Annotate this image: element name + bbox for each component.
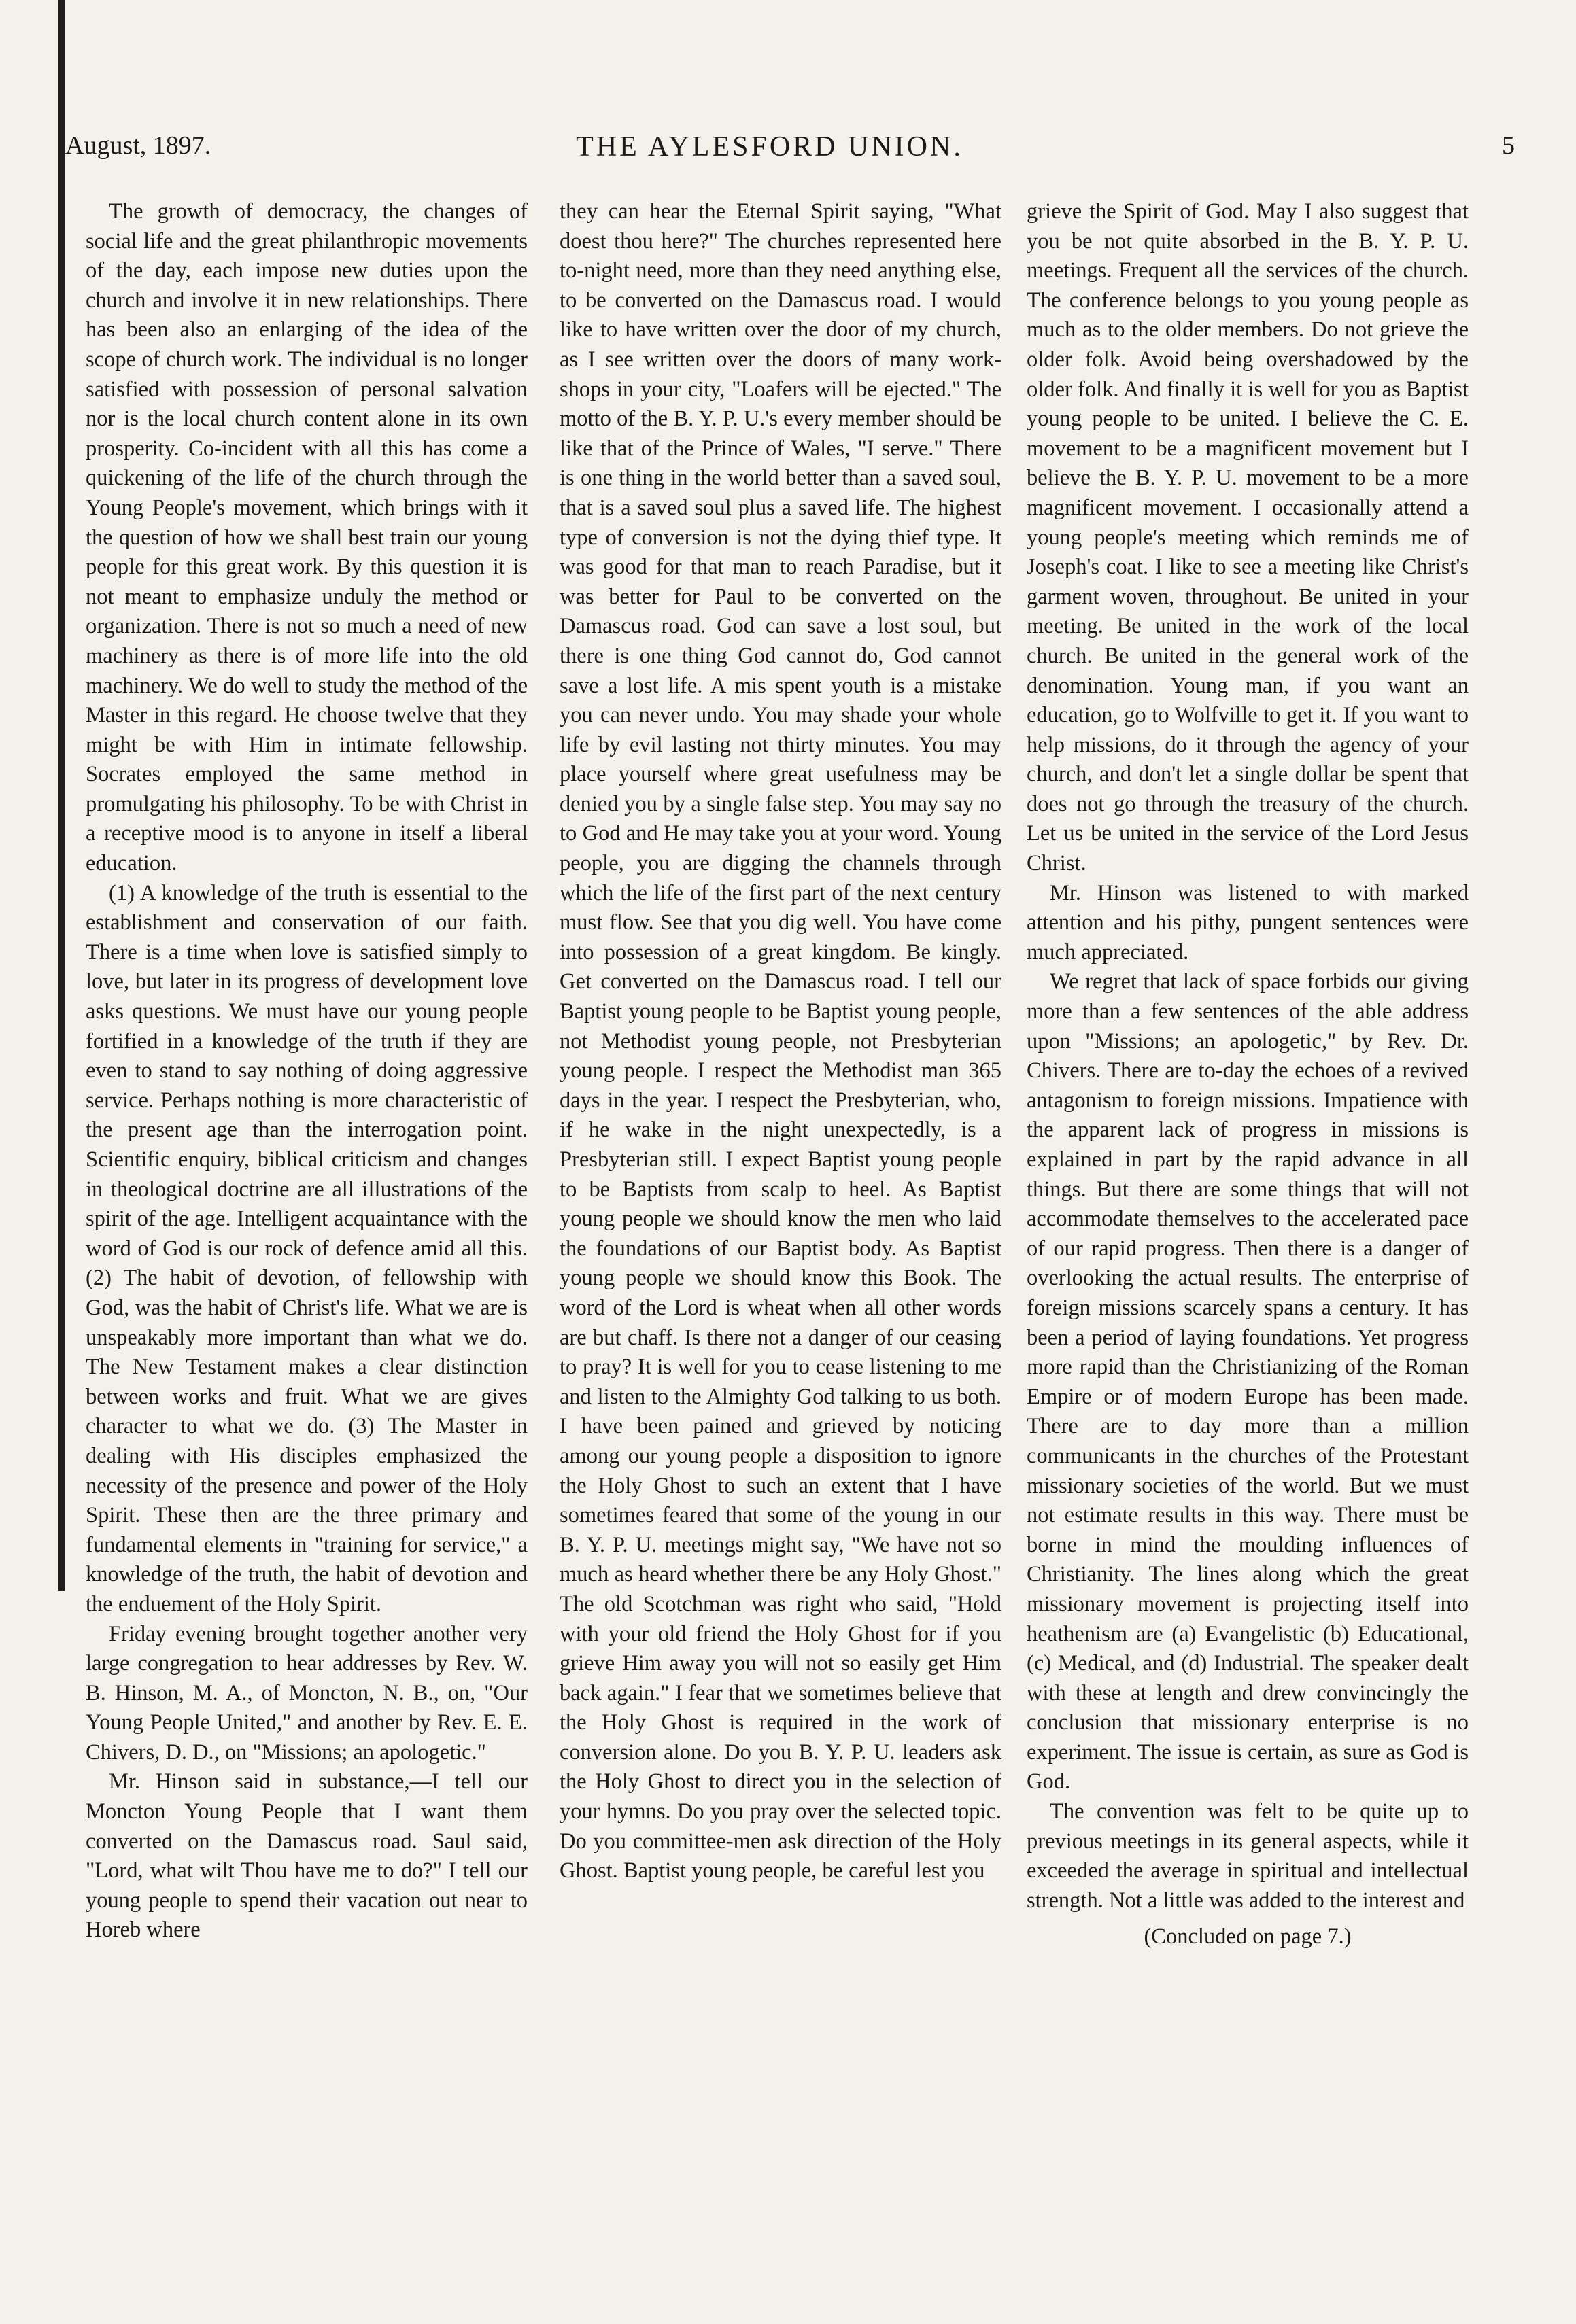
paragraph: (1) A knowledge of the truth is essential to the establishment and conservation of our faith. There is a time when love is satisfied simply to love, but later in its progress of development love asks questions. We must have our young people fortified in a knowledge of the truth if they are even to stand to say nothing of doing aggressive service. Perhaps nothing is more characteristic of the present age than the interrogation point. Scientific enquiry, biblical criticism and changes in theological doctrine are all illustrations of the spirit of the age. Intelligent acquaintance with the word of God is our rock of defence amid all this. (2) The habit of devotion, of fellowship with God, was the habit of Christ's life. What we are is unspeakably more important than what we do. The New Testament makes a clear distinction between works and fruit. What we are gives character to what we do. (3) The Master in dealing with His disciples emphasized the necessity of the presence and power of the Holy Spirit. These then are the three primary and fundamental elements in "training for service," a knowledge of the truth, the habit of devotion and the enduement of the Holy Spirit. [86, 880, 528, 1616]
paragraph: The growth of democracy, the changes of social life and the great philanthropic movements of the day, each impose new duties upon the church and involve it in new relationships. There has been also an enlarging of the idea of the scope of church work. The individual is no longer satisfied with possession of personal salvation nor is the local church content alone in its own prosperity. Co-incident with all this has come a quickening of the life of the church through the Young People's movement, which brings with it the question of how we shall best train our young people for this great work. By this question it is not meant to emphasize unduly the method or organization. There is not so much a need of new machinery as there is of more life into the old machinery. We do well to study the method of the Master in this regard. He choose twelve that they might be with Him in intimate fellowship. Socrates employed the same method in promulgating his philosophy. To be with Christ in a receptive mood is to anyone in itself a liberal education. [86, 199, 528, 876]
paragraph: Mr. Hinson was listened to with marked attention and his pithy, pungent sentences were much appreciated. [1027, 880, 1469, 965]
article-column-1 [86, 197, 528, 2297]
paragraph: Mr. Hinson said in substance,—I tell our Moncton Young People that I want them converted on the Damascus road. Saul said, "Lord, what wilt Thou have me to do?" I tell our young people to spend their vacation out near to Horeb where [86, 1769, 528, 1943]
article-column-2 [560, 197, 1001, 2297]
newspaper-title: THE AYLESFORD UNION. [576, 131, 963, 162]
paragraph: they can hear the Eternal Spirit saying, "What doest thou here?" The churches represented here to-night need, more than they need anything else, to be converted on the Damascus road. I would like to have written over the door of my church, as I see written over the doors of many work-shops in your city, "Loafers will be ejected." The motto of the B. Y. P. U.'s every member should be like that of the Prince of Wales, "I serve." There is one thing in the world better than a saved soul, that is a saved soul plus a saved life. The highest type of conversion is not the dying thief type. It was good for that man to reach Paradise, but it was better for Paul to be converted on the Damascus road. God can save a lost soul, but there is one thing God cannot do, God cannot save a lost life. A mis spent youth is a mistake you can never undo. You may shade your whole life by evil lasting not thirty minutes. You may place yourself where great usefulness may be denied you by a single false step. You may say no to God and He may take you at your word. Young people, you are digging the channels through which the life of the first part of the next century must flow. See that you dig well. You have come into possession of a great kingdom. Be kingly. Get converted on the Damascus road. I tell our Baptist young people to be Baptist young people, not Methodist young people, not Presbyterian young people. I respect the Methodist man 365 days in the year. I respect the Presbyterian, who, if he wake in the night unexpectedly, is a Presbyterian still. I expect Baptist young people to be Baptists from scalp to heel. As Baptist young people we should know the men who laid the foundations of our Baptist body. As Baptist young people we should know this Book. The word of the Lord is wheat when all other words are but chaff. Is there not a danger of our ceasing to pray? It is well for you to cease listening to me and listen to the Almighty God talking to us both. I have been pained and grieved by noticing among our young people a disposition to ignore the Holy Ghost to such an extent that I have sometimes feared that some of the young in our B. Y. P. U. meetings might say, "We have not so much as heard whether there be any Holy Ghost." The old Scotchman was right who said, "Hold with your old friend the Holy Ghost for if you grieve Him away you will not so easily get Him back again." I fear that we sometimes believe that the Holy Ghost is required in the work of conversion alone. Do you B. Y. P. U. leaders ask the Holy Ghost to direct you in the selection of your hymns. Do you pray over the selected topic. Do you committee-men ask direction of the Holy Ghost. Baptist young people, be careful lest you [560, 199, 1001, 1884]
paragraph: We regret that lack of space forbids our giving more than a few sentences of the able address upon "Missions; an apologetic," by Rev. Dr. Chivers. There are to-day the echoes of a revived antagonism to foreign missions. Impatience with the apparent lack of progress in missions is explained in part by the rapid advance in all things. But there are some things that will not accommodate themselves to the accelerated pace of our rapid progress. Then there is a danger of overlooking the actual results. The enterprise of foreign missions scarcely spans a century. It has been a period of laying foundations. Yet progress more rapid than the Christianizing of the Roman Empire or of modern Europe has been made. There are to day more than a million communicants in the churches of the Protestant missionary societies of the world. But we must not estimate results in this way. There must be borne in mind the moulding influences of Christianity. The lines along which the great missionary movement is projecting itself into heathenism are (a) Evangelistic (b) Educational, (c) Medical, and (d) Industrial. The speaker dealt with these at length and drew convincingly the conclusion that missionary enterprise is no experiment. The issue is certain, as sure as God is God. [1027, 969, 1469, 1794]
continuation-note: (Concluded on page 7.) [1144, 1924, 1352, 1949]
paragraph: grieve the Spirit of God. May I also suggest that you be not quite absorbed in the B. Y. P. U. meetings. Frequent all the services of the church. The conference belongs to you young people as much as to the older members. Do not grieve the older folk. Avoid being overshadowed by the older folk. And finally it is well for you as Baptist young people to be united. I believe the C. E. movement to be a magnificent movement but I believe the B. Y. P. U. movement to be a more magnificent movement. I occasionally attend a young people's meeting which reminds me of Joseph's coat. I like to see a meeting like Christ's garment woven, throughout. Be united in your meeting. Be united in the work of the local church. Be united in the general work of the denomination. Young man, if you want an education, go to Wolfville to get it. If you want to help missions, do it through the agency of your church, and don't let a single dollar be spent that does not go through the treasury of the church. Let us be united in the service of the Lord Jesus Christ. [1027, 199, 1469, 876]
article-column-3 [1027, 197, 1469, 2297]
paragraph: Friday evening brought together another very large congregation to hear addresses by Rev. W. B. Hinson, M. A., of Moncton, N. B., on, "Our Young People United," and another by Rev. E. E. Chivers, D. D., on "Missions; an apologetic." [86, 1621, 528, 1765]
page-number: 5 [1502, 131, 1515, 160]
scan-binding-edge [58, 0, 65, 1591]
issue-date: August, 1897. [65, 131, 211, 160]
paragraph: The convention was felt to be quite up to previous meetings in its general aspects, while it exceeded the average in spiritual and intellectual strength. Not a little was added to the interest and [1027, 1799, 1469, 1913]
page-header [65, 131, 1515, 174]
